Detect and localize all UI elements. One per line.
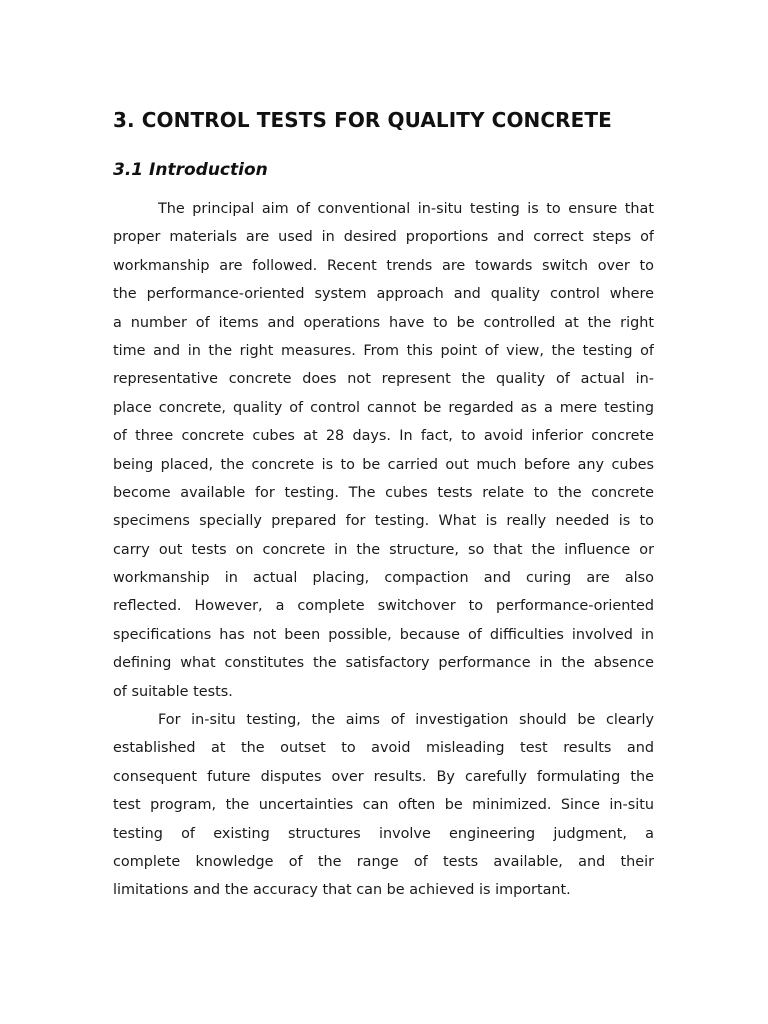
text-line: consequent future disputes over results. By carefully formulating the xyxy=(113,768,654,785)
text-line: a number of items and operations have to be controlled at the right xyxy=(113,314,654,331)
text-line: limitations and the accuracy that can be achieved is important. xyxy=(113,882,571,899)
text-line: specifications has not been possible, because of difficulties involved in xyxy=(113,626,654,643)
text-line: For in-situ testing, the aims of investigation should be clearly xyxy=(158,712,654,729)
text-line: The principal aim of conventional in-situ testing is to ensure that xyxy=(158,201,654,217)
paragraph xyxy=(113,706,654,905)
section-title: 3.1 Introduction xyxy=(113,160,268,180)
text-line: test program, the uncertainties can often be minimized. Since in-situ xyxy=(113,797,654,814)
text-line: place concrete, quality of control cannot be regarded as a mere testing xyxy=(113,399,654,416)
text-line: workmanship are followed. Recent trends are towards switch over to xyxy=(113,257,654,274)
text-line: established at the outset to avoid misleading test results and xyxy=(113,740,654,757)
text-line: complete knowledge of the range of tests available, and their xyxy=(113,853,654,870)
text-line: of three concrete cubes at 28 days. In fact, to avoid inferior concrete xyxy=(113,428,654,445)
text-line: defining what constitutes the satisfactory performance in the absence xyxy=(113,655,654,672)
text-line: become available for testing. The cubes tests relate to the concrete xyxy=(113,484,654,501)
text-line: being placed, the concrete is to be carried out much before any cubes xyxy=(113,456,654,473)
text-line: specimens specially prepared for testing. What is really needed is to xyxy=(113,513,654,530)
text-line: proper materials are used in desired proportions and correct steps of xyxy=(113,229,654,246)
paragraph xyxy=(113,195,654,706)
chapter-title: 3. CONTROL TESTS FOR QUALITY CONCRETE xyxy=(113,108,612,132)
text-line: workmanship in actual placing, compaction and curing are also xyxy=(113,570,654,587)
body-text xyxy=(113,195,654,905)
text-line: carry out tests on concrete in the structure, so that the influence or xyxy=(113,541,654,558)
text-line: the performance-oriented system approach and quality control where xyxy=(113,286,654,303)
text-line: testing of existing structures involve engineering judgment, a xyxy=(113,825,654,842)
text-line: reflected. However, a complete switchover to performance-oriented xyxy=(113,598,654,615)
text-line: time and in the right measures. From this point of view, the testing of xyxy=(113,342,654,359)
text-line: of suitable tests. xyxy=(113,683,233,700)
text-line: representative concrete does not represent the quality of actual in- xyxy=(113,371,654,388)
